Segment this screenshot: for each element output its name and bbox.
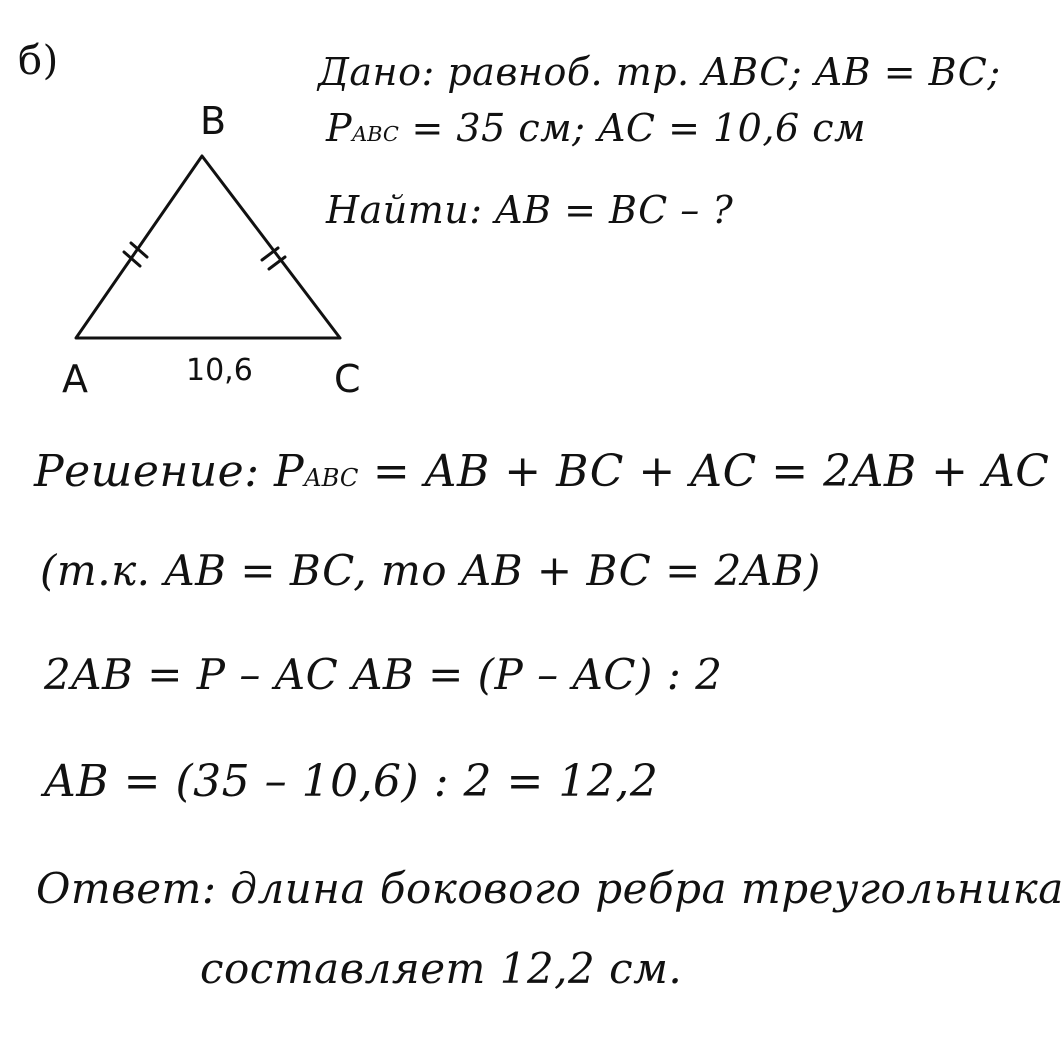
perimeter-subscript: ABC — [352, 122, 399, 146]
solution-line-1 — [34, 446, 1049, 497]
answer-line-1: Ответ: длина бокового ребра треугольника — [36, 864, 1064, 913]
base-length-label: 10,6 — [186, 353, 253, 388]
solution-heading-perimeter: Решение: P — [34, 446, 305, 497]
solution-perimeter-formula: = AB + BC + AC = 2AB + AC — [358, 446, 1050, 497]
solution-line-3: 2AB = P – AC AB = (P – AC) : 2 — [44, 650, 723, 699]
solution-line-4: AB = (35 – 10,6) : 2 = 12,2 — [44, 756, 659, 807]
part-label: б) — [18, 38, 59, 84]
given-line: Дано: равноб. тр. ABC; AB = BC; — [318, 50, 1001, 94]
given-perimeter-values: = 35 см; AC = 10,6 см — [398, 106, 866, 150]
vertex-label-a: A — [62, 357, 88, 401]
perimeter-symbol: P — [326, 106, 353, 150]
solution-line-2: (т.к. AB = BC, то AB + BC = 2AB) — [40, 546, 821, 595]
tick-marks-bc — [262, 248, 285, 269]
vertex-label-c: C — [334, 357, 361, 401]
vertex-label-b: B — [200, 99, 227, 143]
answer-line-2: составляет 12,2 см. — [200, 944, 683, 993]
find-line: Найти: AB = BC – ? — [326, 188, 734, 232]
solution-perimeter-subscript: ABC — [304, 464, 359, 492]
triangle-abc — [76, 156, 340, 338]
